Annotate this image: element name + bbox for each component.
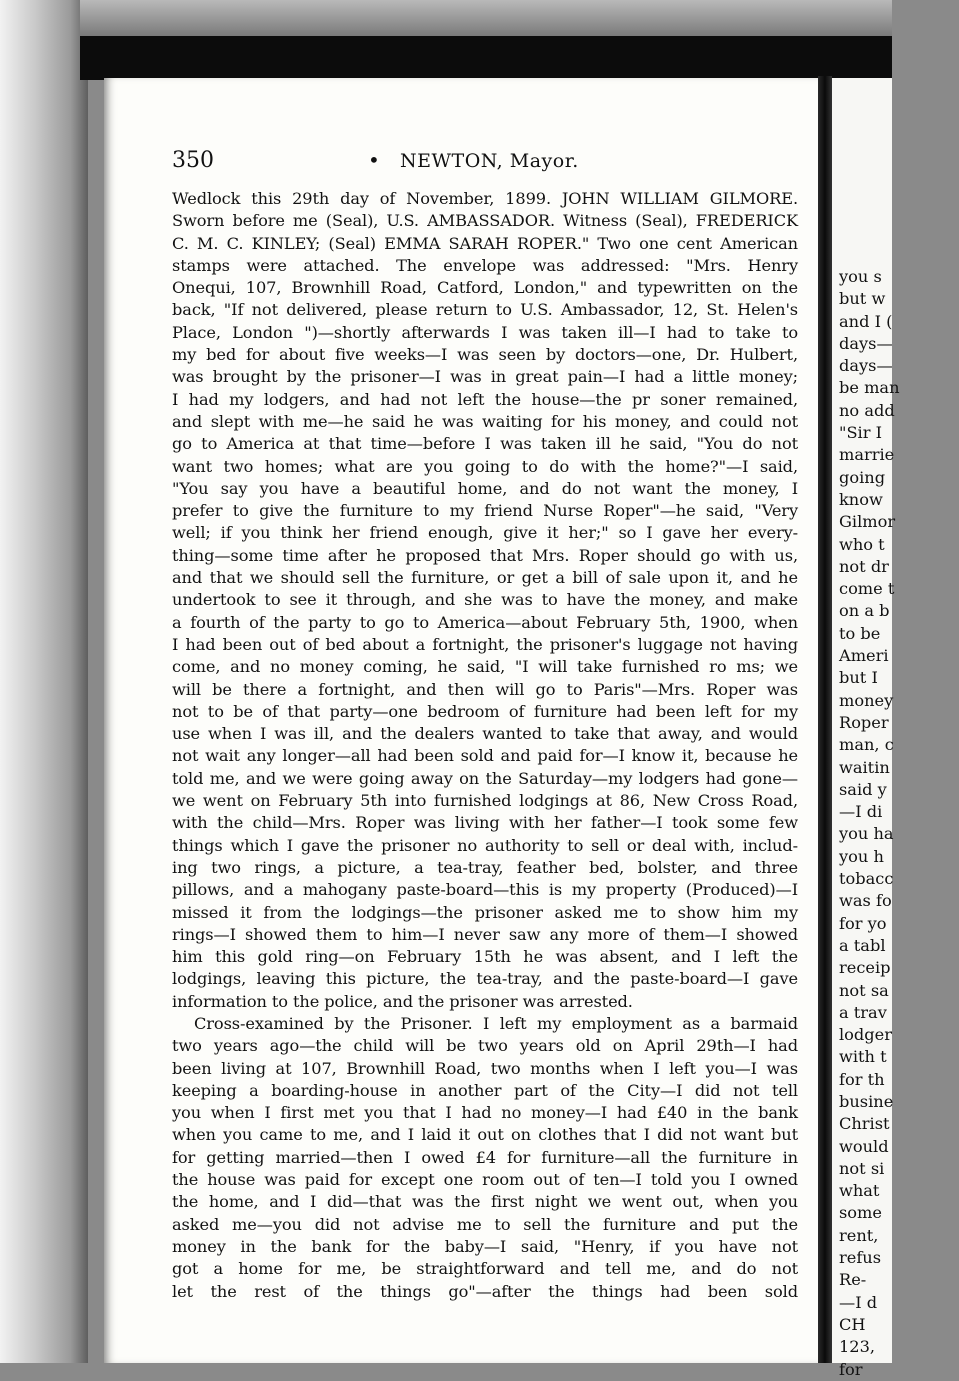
- facing-line-fragment: would: [839, 1136, 889, 1156]
- text-line: money in the bank for the baby—I said, "Henry, if you have not: [172, 1236, 798, 1256]
- text-line: missed it from the lodgings—the prisoner asked me to show him my: [172, 902, 798, 922]
- facing-line-fragment: Christ: [839, 1114, 890, 1134]
- body-text: [172, 188, 798, 1318]
- text-line: told me, and we were going away on the Saturday—my lodgers had gone—: [172, 768, 798, 788]
- text-line: want two homes; what are you going to do with the home?"—I said,: [172, 456, 798, 476]
- facing-line-fragment: was fo: [839, 891, 892, 911]
- facing-line-fragment: Roper: [839, 712, 889, 732]
- text-line: Wedlock this 29th day of November, 1899. JOHN WILLIAM GILMORE.: [172, 189, 798, 208]
- text-line: C. M. C. KINLEY; (Seal) EMMA SARAH ROPER." Two one cent American: [172, 233, 798, 253]
- text-line: ing two rings, a picture, a tea-tray, feather bed, bolster, and three: [172, 857, 798, 877]
- text-line: when you came to me, and I laid it out on clothes that I did not want but: [172, 1125, 798, 1145]
- text-line: I had been out of bed about a fortnight, the prisoner's luggage not having: [172, 634, 798, 654]
- text-line: you when I first met you that I had no money—I had £40 in the bank: [172, 1103, 798, 1123]
- text-line: keeping a boarding-house in another part of the City—I did not tell: [172, 1080, 798, 1100]
- text-line: come, and no money coming, he said, "I will take furnished ro ms; we: [172, 657, 798, 677]
- text-line: will be there a fortnight, and then will go to Paris"—Mrs. Roper was: [172, 679, 798, 699]
- text-line: the house was paid for except one room out of ten—I told you I owned: [172, 1170, 798, 1190]
- text-line: not wait any longer—all had been sold and paid for—I know it, because he: [172, 746, 798, 766]
- facing-line-fragment: come t: [839, 579, 895, 599]
- text-line: we went on February 5th into furnished lodgings at 86, New Cross Road,: [172, 791, 798, 811]
- facing-line-fragment: 123,: [839, 1337, 876, 1357]
- text-line: thing—some time after he proposed that Mrs. Roper should go with us,: [172, 545, 798, 565]
- text-line: him this gold ring—on February 15th he was absent, and I left the: [172, 947, 798, 967]
- facing-line-fragment: you h: [839, 846, 884, 866]
- page-number: 350: [172, 148, 214, 173]
- text-line: two years ago—the child will be two years old on April 29th—I had: [172, 1036, 798, 1056]
- facing-line-fragment: know: [839, 489, 883, 509]
- text-line: "You say you have a beautiful home, and do not want the money, I: [172, 478, 798, 498]
- page-gutter: [818, 76, 832, 1363]
- facing-line-fragment: but I: [839, 668, 878, 688]
- text-line: Sworn before me (Seal), U.S. AMBASSADOR. Witness (Seal), FREDERICK: [172, 211, 798, 231]
- facing-line-fragment: a trav: [839, 1002, 887, 1022]
- facing-line-fragment: with t: [839, 1047, 887, 1067]
- facing-line-fragment: for th: [839, 1069, 885, 1089]
- text-line: and that we should sell the furniture, or get a bill of sale upon it, and he: [172, 568, 798, 588]
- facing-line-fragment: man, c: [839, 735, 894, 755]
- text-line: got a home for me, be straightforward and tell me, and do not: [172, 1259, 798, 1279]
- facing-line-fragment: what: [839, 1181, 880, 1201]
- scan-left-margin: [0, 0, 88, 1363]
- text-line: let the rest of the things go"—after the things had been sold: [172, 1281, 798, 1301]
- running-head: [172, 146, 812, 182]
- text-line: my bed for about five weeks—I was seen by doctors—one, Dr. Hulbert,: [172, 345, 798, 365]
- facing-line-fragment: a tabl: [839, 935, 886, 955]
- facing-line-fragment: to be: [839, 623, 881, 643]
- facing-line-fragment: days—: [839, 356, 893, 376]
- text-line: the home, and I did—that was the first night we went out, when you: [172, 1192, 798, 1212]
- text-line: I had my lodgers, and had not left the house—the pr soner remained,: [172, 389, 798, 409]
- facing-line-fragment: not sa: [839, 980, 889, 1000]
- facing-line-fragment: on a b: [839, 601, 890, 621]
- facing-line-fragment: receip: [839, 958, 891, 978]
- facing-page-text: [839, 266, 959, 1381]
- facing-line-fragment: for: [839, 1359, 863, 1379]
- facing-line-fragment: but w: [839, 289, 886, 309]
- text-line: pillows, and a mahogany paste-board—this is my property (Produced)—I: [172, 880, 798, 900]
- facing-line-fragment: days—: [839, 333, 893, 353]
- text-line: use when I was ill, and the dealers wanted to take that away, and would: [172, 724, 798, 744]
- text-line: well; if you think her friend enough, give it her;" so I gave her every-: [172, 523, 798, 543]
- text-line: asked me—you did not advise me to sell the furniture and put the: [172, 1214, 798, 1234]
- facing-line-fragment: some: [839, 1203, 882, 1223]
- facing-line-fragment: marrie: [839, 445, 895, 465]
- text-line: information to the police, and the prisoner was arrested.: [172, 991, 633, 1011]
- facing-line-fragment: rent,: [839, 1225, 879, 1245]
- facing-page: [832, 78, 900, 1379]
- facing-line-fragment: busine: [839, 1091, 894, 1111]
- running-title: NEWTON, Mayor.: [400, 150, 579, 172]
- text-line: things which I gave the prisoner no authority to sell or deal with, includ-: [172, 835, 798, 855]
- text-line: was brought by the prisoner—I was in great pain—I had a little money;: [172, 367, 798, 387]
- facing-line-fragment: —I di: [839, 802, 883, 822]
- facing-line-fragment: and I (: [839, 311, 893, 331]
- facing-line-fragment: CH: [839, 1314, 866, 1334]
- facing-line-fragment: Gilmor: [839, 512, 896, 532]
- text-line: been living at 107, Brownhill Road, two months when I left you—I was: [172, 1058, 798, 1078]
- text-line: Onequi, 107, Brownhill Road, Catford, London," and typewritten on the: [172, 278, 798, 298]
- text-line: stamps were attached. The envelope was addressed: "Mrs. Henry: [172, 255, 798, 275]
- binding-band: [80, 36, 892, 80]
- facing-line-fragment: for yo: [839, 913, 887, 933]
- text-line: undertook to see it through, and she was to have the money, and make: [172, 590, 798, 610]
- facing-line-fragment: no add: [839, 400, 895, 420]
- facing-line-fragment: "Sir I: [839, 423, 882, 443]
- facing-line-fragment: tobacc: [839, 869, 894, 889]
- facing-line-fragment: —I d: [839, 1292, 878, 1312]
- text-line: go to America at that time—before I was taken ill he said, "You do not: [172, 434, 798, 454]
- facing-line-fragment: refus: [839, 1248, 882, 1268]
- facing-line-fragment: going: [839, 467, 886, 487]
- text-line: and slept with me—he said he was waiting for his money, and could not: [172, 411, 798, 431]
- head-separator: •: [368, 148, 380, 172]
- facing-line-fragment: who t: [839, 534, 885, 554]
- facing-line-fragment: lodger: [839, 1025, 892, 1045]
- scan-top-edge: [80, 0, 892, 38]
- text-line: rings—I showed them to him—I never saw any more of them—I showed: [172, 924, 798, 944]
- facing-line-fragment: money: [839, 690, 894, 710]
- facing-line-fragment: not si: [839, 1158, 885, 1178]
- facing-line-fragment: not dr: [839, 556, 889, 576]
- facing-line-fragment: said y: [839, 779, 887, 799]
- facing-line-fragment: waitin: [839, 757, 890, 777]
- facing-line-fragment: Re-: [839, 1270, 867, 1290]
- facing-line-fragment: you s: [839, 267, 882, 286]
- text-line: lodgings, leaving this picture, the tea-tray, and the paste-board—I gave: [172, 969, 798, 989]
- text-line: not to be of that party—one bedroom of furniture had been left for my: [172, 701, 798, 721]
- facing-line-fragment: you ha: [839, 824, 894, 844]
- text-line: back, "If not delivered, please return to U.S. Ambassador, 12, St. Helen's: [172, 300, 798, 320]
- text-line: Cross-examined by the Prisoner. I left my employment as a barmaid: [194, 1013, 798, 1033]
- text-line: Place, London ")—shortly afterwards I was taken ill—I had to take to: [172, 322, 798, 342]
- text-line: a fourth of the party to go to America—about February 5th, 1900, when: [172, 612, 798, 632]
- facing-line-fragment: Ameri: [839, 646, 889, 666]
- text-line: prefer to give the furniture to my friend Nurse Roper"—he said, "Very: [172, 501, 798, 521]
- text-line: with the child—Mrs. Roper was living with her father—I took some few: [172, 813, 798, 833]
- facing-line-fragment: be man: [839, 378, 900, 398]
- text-line: for getting married—then I owed £4 for furniture—all the furniture in: [172, 1147, 798, 1167]
